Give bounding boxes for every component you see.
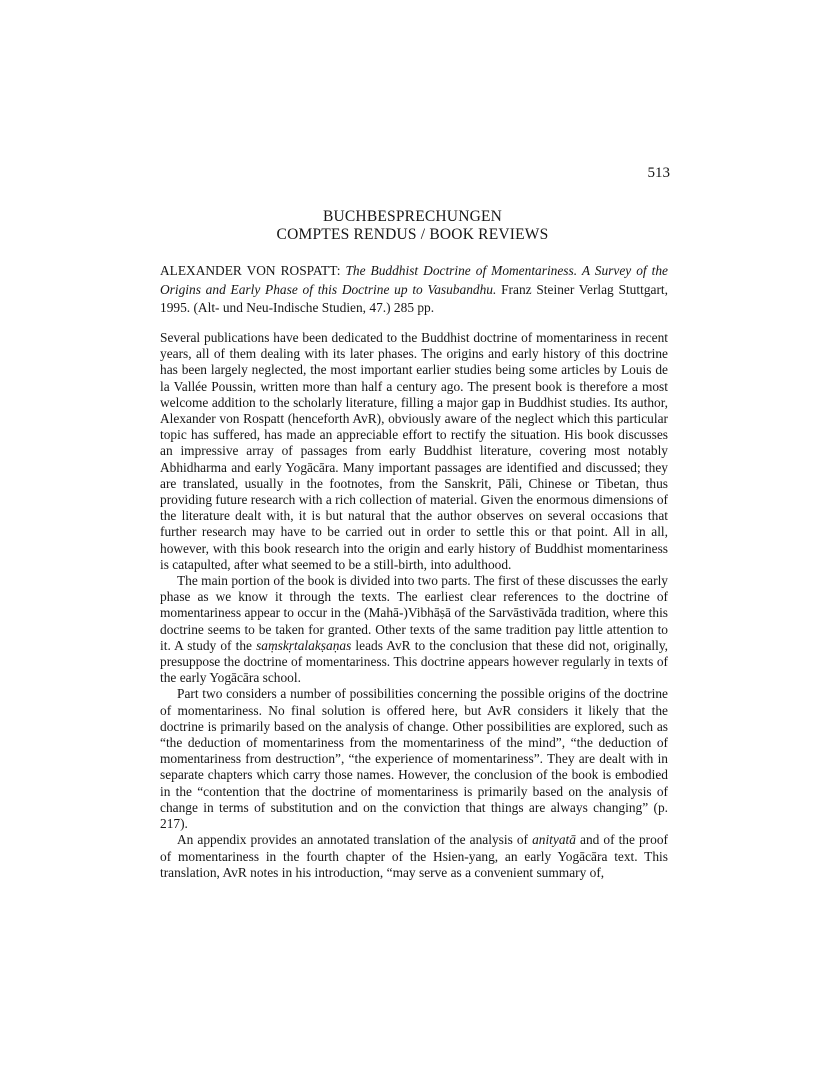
- review-body: [160, 330, 668, 881]
- review-author: ALEXANDER VON ROSPATT:: [160, 263, 341, 278]
- anityata-term: anityatā: [532, 832, 576, 848]
- page-number: 513: [647, 165, 670, 181]
- paragraph-4-text-start: An appendix provides an annotated translation of the analysis of: [177, 832, 533, 848]
- paragraph-2: [160, 573, 668, 686]
- paragraph-2-text-end: leads AvR to the conclusion that these did not, originally, presuppose the doctrine of momentariness. This doctrine appears however regularly in texts of the early Yogācāra school.: [160, 637, 668, 686]
- paragraph-1: Several publications have been dedicated to the Buddhist doctrine of momentariness in recent years, all of them dealing with its later phases. The origins and early history of this doctrine has been largely neglected, the most important earlier studies being some articles by Louis de la Vallée Poussin, written more than half a century ago. The present book is therefore a most welcome addition to the scholarly literature, filling a major gap in Buddhist studies. Its author, Alexander von Rospatt (henceforth AvR), obviously aware of the neglect which this particular topic has suffered, has made an appreciable effort to rectify the situation. His book discusses an impressive array of passages from early Buddhist literature, covering most notably Abhidharma and early Yogācāra. Many important passages are identified and discussed; they are translated, usually in the footnotes, from the Sanskrit, Pāli, Chinese or Tibetan, thus providing future research with a rich collection of material. Given the enormous dimensions of the literature dealt with, it is but natural that the author observes on several occasions that further research may have to be carried out in order to settle this or that point. All in all, however, with this book research into the origin and early history of Buddhist momentariness is catapulted, after what seemed to be a still-birth, into adulthood.: [160, 330, 668, 572]
- section-title-german: BUCHBESPRECHUNGEN: [322, 208, 503, 225]
- paragraph-4: [160, 832, 668, 881]
- sanskrit-term: saṃskṛtalakṣaṇas: [256, 637, 352, 653]
- section-title-french-english: COMPTES RENDUS / BOOK REVIEWS: [276, 226, 549, 243]
- section-heading: [160, 208, 665, 244]
- paragraph-3: Part two considers a number of possibilities concerning the possible origins of the doctrine of momentariness. No final solution is offered here, but AvR considers it likely that the doctrine is primarily based on the analysis of change. Other possibilities are explored, such as “the deduction of momentariness from the momentariness of the mind”, “the deduction of momentariness from destruction”, “the experience of momentariness”. They are dealt with in separate chapters which carry those names. However, the conclusion of the book is embodied in the “contention that the doctrine of momentariness is primarily based on the analysis of change in terms of substitution and on the conviction that things are always changing” (p. 217).: [160, 686, 668, 832]
- book-title: The Buddhist Doctrine of Momentariness. A Survey of the Origins and Early Phase of this Doctrine up to Vasubandhu.: [160, 263, 668, 297]
- publication-info: Franz Steiner Verlag Stuttgart, 1995. (Alt- und Neu-Indische Studien, 47.) 285 pp.: [160, 281, 668, 316]
- paragraph-4-text-end: and of the proof of momentariness in the fourth chapter of the Hsien-yang, an early Yogācāra text. This translation, AvR notes in his introduction, “may serve as a convenient summary of,: [160, 832, 668, 880]
- paragraph-2-text-start: The main portion of the book is divided into two parts. The first of these discusses the early phase as we know it through the texts. The earliest clear references to the doctrine of momentariness appear to occur in the (Mahā-)Vibhāṣā of the Sarvāstivāda tradition, where this doctrine seems to be taken for granted. Other texts of the same tradition pay little attention to it. A study of the: [160, 573, 668, 653]
- review-citation: [160, 262, 668, 318]
